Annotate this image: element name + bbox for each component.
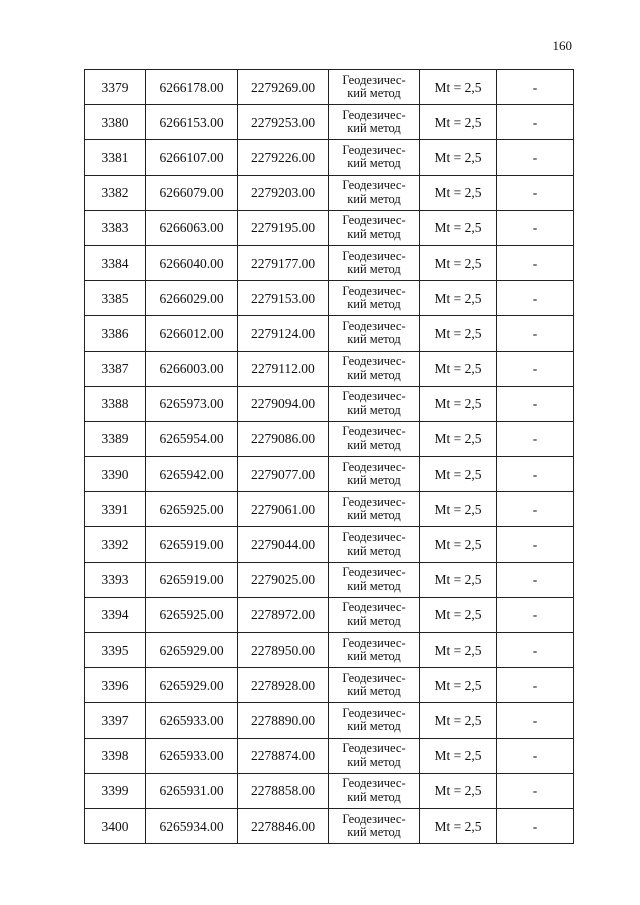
method-line: Геодезичес- xyxy=(342,424,406,439)
method-cell xyxy=(329,210,420,245)
method-line: Геодезичес- xyxy=(342,178,406,193)
coordinate-x-cell: 6265931.00 xyxy=(146,773,238,808)
note-cell: - xyxy=(497,386,574,421)
accuracy-cell: Mt = 2,5 xyxy=(420,527,497,562)
point-number-cell: 3397 xyxy=(85,703,146,738)
note-cell: - xyxy=(497,210,574,245)
note-cell: - xyxy=(497,562,574,597)
method-line: кий метод xyxy=(347,86,401,101)
note-cell: - xyxy=(497,738,574,773)
accuracy-cell: Mt = 2,5 xyxy=(420,245,497,280)
method-line: кий метод xyxy=(347,156,401,171)
coordinate-x-cell: 6266079.00 xyxy=(146,175,238,210)
method-cell xyxy=(329,175,420,210)
note-cell: - xyxy=(497,808,574,843)
table-row xyxy=(85,562,574,597)
method-cell xyxy=(329,140,420,175)
method-line: Геодезичес- xyxy=(342,318,406,333)
table-row xyxy=(85,773,574,808)
coordinate-x-cell: 6266107.00 xyxy=(146,140,238,175)
method-cell xyxy=(329,421,420,456)
method-line: Геодезичес- xyxy=(342,142,406,157)
method-cell xyxy=(329,457,420,492)
point-number-cell: 3393 xyxy=(85,562,146,597)
coordinate-y-cell: 2279086.00 xyxy=(238,421,329,456)
table-row xyxy=(85,70,574,105)
note-cell: - xyxy=(497,245,574,280)
method-line: кий метод xyxy=(347,191,401,206)
coordinate-x-cell: 6265919.00 xyxy=(146,562,238,597)
coordinate-x-cell: 6265933.00 xyxy=(146,703,238,738)
accuracy-cell: Mt = 2,5 xyxy=(420,738,497,773)
point-number-cell: 3387 xyxy=(85,351,146,386)
accuracy-cell: Mt = 2,5 xyxy=(420,70,497,105)
method-line: кий метод xyxy=(347,262,401,277)
method-cell xyxy=(329,316,420,351)
accuracy-cell: Mt = 2,5 xyxy=(420,351,497,386)
method-line: кий метод xyxy=(347,684,401,699)
method-cell xyxy=(329,351,420,386)
accuracy-cell: Mt = 2,5 xyxy=(420,281,497,316)
method-line: Геодезичес- xyxy=(342,776,406,791)
accuracy-cell: Mt = 2,5 xyxy=(420,492,497,527)
method-line: кий метод xyxy=(347,226,401,241)
note-cell: - xyxy=(497,140,574,175)
page-number: 160 xyxy=(552,38,572,53)
point-number-cell: 3390 xyxy=(85,457,146,492)
method-cell xyxy=(329,738,420,773)
table-row xyxy=(85,421,574,456)
method-line: Геодезичес- xyxy=(342,494,406,509)
coordinates-table xyxy=(84,69,574,844)
table-row xyxy=(85,351,574,386)
accuracy-cell: Mt = 2,5 xyxy=(420,316,497,351)
table-body xyxy=(85,70,574,844)
point-number-cell: 3379 xyxy=(85,70,146,105)
point-number-cell: 3386 xyxy=(85,316,146,351)
table-row xyxy=(85,703,574,738)
coordinate-y-cell: 2279124.00 xyxy=(238,316,329,351)
table-row xyxy=(85,668,574,703)
point-number-cell: 3394 xyxy=(85,597,146,632)
note-cell: - xyxy=(497,105,574,140)
accuracy-cell: Mt = 2,5 xyxy=(420,140,497,175)
accuracy-cell: Mt = 2,5 xyxy=(420,175,497,210)
note-cell: - xyxy=(497,351,574,386)
note-cell: - xyxy=(497,281,574,316)
method-line: кий метод xyxy=(347,332,401,347)
table-row xyxy=(85,492,574,527)
point-number-cell: 3391 xyxy=(85,492,146,527)
coordinate-y-cell: 2278972.00 xyxy=(238,597,329,632)
method-cell xyxy=(329,808,420,843)
note-cell: - xyxy=(497,527,574,562)
method-line: кий метод xyxy=(347,121,401,136)
coordinate-y-cell: 2279112.00 xyxy=(238,351,329,386)
note-cell: - xyxy=(497,633,574,668)
accuracy-cell: Mt = 2,5 xyxy=(420,633,497,668)
coordinate-x-cell: 6265934.00 xyxy=(146,808,238,843)
table-row xyxy=(85,210,574,245)
method-cell xyxy=(329,597,420,632)
table-row xyxy=(85,527,574,562)
method-line: Геодезичес- xyxy=(342,670,406,685)
method-line: кий метод xyxy=(347,825,401,840)
note-cell: - xyxy=(497,703,574,738)
note-cell: - xyxy=(497,457,574,492)
table-row xyxy=(85,633,574,668)
accuracy-cell: Mt = 2,5 xyxy=(420,386,497,421)
note-cell: - xyxy=(497,316,574,351)
coordinate-y-cell: 2279094.00 xyxy=(238,386,329,421)
coordinate-x-cell: 6266012.00 xyxy=(146,316,238,351)
table-row xyxy=(85,316,574,351)
coordinate-y-cell: 2278858.00 xyxy=(238,773,329,808)
method-line: Геодезичес- xyxy=(342,705,406,720)
method-cell xyxy=(329,527,420,562)
coordinate-x-cell: 6266178.00 xyxy=(146,70,238,105)
point-number-cell: 3396 xyxy=(85,668,146,703)
note-cell: - xyxy=(497,421,574,456)
note-cell: - xyxy=(497,597,574,632)
method-line: кий метод xyxy=(347,754,401,769)
method-line: кий метод xyxy=(347,367,401,382)
coordinate-x-cell: 6265925.00 xyxy=(146,492,238,527)
method-cell xyxy=(329,386,420,421)
point-number-cell: 3383 xyxy=(85,210,146,245)
coordinate-y-cell: 2279025.00 xyxy=(238,562,329,597)
accuracy-cell: Mt = 2,5 xyxy=(420,808,497,843)
method-cell xyxy=(329,281,420,316)
method-cell xyxy=(329,492,420,527)
coordinate-y-cell: 2279077.00 xyxy=(238,457,329,492)
method-cell xyxy=(329,773,420,808)
method-cell xyxy=(329,70,420,105)
accuracy-cell: Mt = 2,5 xyxy=(420,105,497,140)
method-line: Геодезичес- xyxy=(342,459,406,474)
point-number-cell: 3389 xyxy=(85,421,146,456)
note-cell: - xyxy=(497,492,574,527)
coordinate-y-cell: 2279253.00 xyxy=(238,105,329,140)
note-cell: - xyxy=(497,668,574,703)
method-line: кий метод xyxy=(347,437,401,452)
point-number-cell: 3392 xyxy=(85,527,146,562)
method-cell xyxy=(329,703,420,738)
method-line: Геодезичес- xyxy=(342,72,406,87)
point-number-cell: 3382 xyxy=(85,175,146,210)
method-cell xyxy=(329,562,420,597)
coordinate-y-cell: 2278890.00 xyxy=(238,703,329,738)
point-number-cell: 3381 xyxy=(85,140,146,175)
point-number-cell: 3380 xyxy=(85,105,146,140)
method-line: кий метод xyxy=(347,297,401,312)
method-line: Геодезичес- xyxy=(342,248,406,263)
point-number-cell: 3384 xyxy=(85,245,146,280)
method-line: кий метод xyxy=(347,649,401,664)
method-line: Геодезичес- xyxy=(342,530,406,545)
method-line: Геодезичес- xyxy=(342,107,406,122)
coordinate-x-cell: 6265929.00 xyxy=(146,633,238,668)
table-row xyxy=(85,105,574,140)
method-line: Геодезичес- xyxy=(342,213,406,228)
point-number-cell: 3385 xyxy=(85,281,146,316)
coordinate-x-cell: 6265942.00 xyxy=(146,457,238,492)
point-number-cell: 3388 xyxy=(85,386,146,421)
accuracy-cell: Mt = 2,5 xyxy=(420,562,497,597)
method-cell xyxy=(329,105,420,140)
coordinate-y-cell: 2279044.00 xyxy=(238,527,329,562)
note-cell: - xyxy=(497,773,574,808)
method-line: Геодезичес- xyxy=(342,811,406,826)
method-line: кий метод xyxy=(347,613,401,628)
table-row xyxy=(85,808,574,843)
method-line: Геодезичес- xyxy=(342,741,406,756)
accuracy-cell: Mt = 2,5 xyxy=(420,703,497,738)
coordinate-y-cell: 2279153.00 xyxy=(238,281,329,316)
method-line: кий метод xyxy=(347,789,401,804)
coordinate-x-cell: 6266040.00 xyxy=(146,245,238,280)
coordinate-x-cell: 6265933.00 xyxy=(146,738,238,773)
coordinate-y-cell: 2279061.00 xyxy=(238,492,329,527)
coordinate-x-cell: 6266153.00 xyxy=(146,105,238,140)
coordinate-x-cell: 6265929.00 xyxy=(146,668,238,703)
method-line: Геодезичес- xyxy=(342,283,406,298)
coordinate-y-cell: 2279203.00 xyxy=(238,175,329,210)
table-row xyxy=(85,386,574,421)
method-line: Геодезичес- xyxy=(342,600,406,615)
coordinate-x-cell: 6265919.00 xyxy=(146,527,238,562)
accuracy-cell: Mt = 2,5 xyxy=(420,668,497,703)
table-row xyxy=(85,457,574,492)
point-number-cell: 3399 xyxy=(85,773,146,808)
coordinate-y-cell: 2278846.00 xyxy=(238,808,329,843)
coordinate-y-cell: 2278928.00 xyxy=(238,668,329,703)
method-line: кий метод xyxy=(347,402,401,417)
coordinate-y-cell: 2278874.00 xyxy=(238,738,329,773)
coordinate-x-cell: 6266029.00 xyxy=(146,281,238,316)
note-cell: - xyxy=(497,70,574,105)
accuracy-cell: Mt = 2,5 xyxy=(420,457,497,492)
note-cell: - xyxy=(497,175,574,210)
coordinate-y-cell: 2279269.00 xyxy=(238,70,329,105)
table-row xyxy=(85,738,574,773)
accuracy-cell: Mt = 2,5 xyxy=(420,421,497,456)
method-line: Геодезичес- xyxy=(342,389,406,404)
method-line: Геодезичес- xyxy=(342,565,406,580)
method-cell xyxy=(329,633,420,668)
method-cell xyxy=(329,668,420,703)
coordinate-y-cell: 2279195.00 xyxy=(238,210,329,245)
accuracy-cell: Mt = 2,5 xyxy=(420,210,497,245)
coordinate-x-cell: 6265954.00 xyxy=(146,421,238,456)
accuracy-cell: Mt = 2,5 xyxy=(420,773,497,808)
table-row xyxy=(85,175,574,210)
accuracy-cell: Mt = 2,5 xyxy=(420,597,497,632)
coordinate-y-cell: 2279226.00 xyxy=(238,140,329,175)
table-row xyxy=(85,245,574,280)
coordinate-x-cell: 6265973.00 xyxy=(146,386,238,421)
table-row xyxy=(85,597,574,632)
point-number-cell: 3398 xyxy=(85,738,146,773)
method-line: кий метод xyxy=(347,473,401,488)
coordinate-y-cell: 2279177.00 xyxy=(238,245,329,280)
coordinate-x-cell: 6266063.00 xyxy=(146,210,238,245)
coordinate-x-cell: 6266003.00 xyxy=(146,351,238,386)
table-row xyxy=(85,140,574,175)
method-line: кий метод xyxy=(347,578,401,593)
table-row xyxy=(85,281,574,316)
method-line: кий метод xyxy=(347,508,401,523)
method-line: Геодезичес- xyxy=(342,635,406,650)
method-cell xyxy=(329,245,420,280)
method-line: кий метод xyxy=(347,543,401,558)
coordinate-y-cell: 2278950.00 xyxy=(238,633,329,668)
method-line: кий метод xyxy=(347,719,401,734)
point-number-cell: 3395 xyxy=(85,633,146,668)
point-number-cell: 3400 xyxy=(85,808,146,843)
coordinate-x-cell: 6265925.00 xyxy=(146,597,238,632)
method-line: Геодезичес- xyxy=(342,354,406,369)
